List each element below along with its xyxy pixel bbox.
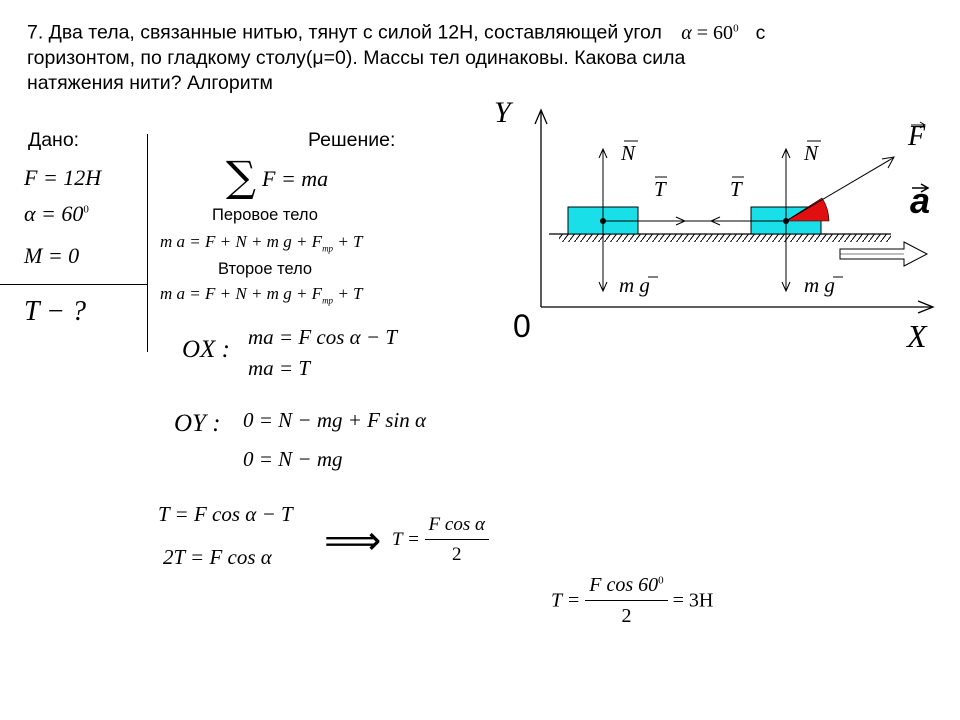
- origin-label: 0: [513, 308, 531, 344]
- oy-equation-2: 0 = N − mg: [243, 447, 343, 471]
- ox-equation-1: ma = F cos α − T: [248, 325, 398, 349]
- first-body-label: Перовое тело: [212, 206, 318, 224]
- result-denominator: 2: [452, 544, 462, 565]
- result-lhs: T =: [392, 529, 420, 550]
- given-angle-text: α = 60: [24, 201, 84, 226]
- tension-label-right: T: [730, 177, 742, 201]
- sum-symbol: ∑: [226, 152, 256, 201]
- implies-arrow: ⟹: [324, 518, 382, 564]
- eq2-main: m a = F + N + m g + F: [160, 284, 323, 303]
- given-mu: M = 0: [24, 243, 80, 268]
- second-body-label: Второе тело: [218, 260, 313, 278]
- given-header: Дано:: [28, 129, 80, 151]
- eq2-sub: тр: [322, 295, 334, 306]
- problem-line-3: натяжения нити? Алгоритм: [27, 71, 273, 94]
- table-surface: [549, 234, 891, 242]
- acceleration-arrow: [840, 242, 927, 266]
- normal-label-left: N: [621, 141, 636, 165]
- force-label: F: [908, 121, 926, 152]
- result-numerator: F cos α: [425, 514, 489, 540]
- angle-degree: 0: [733, 22, 739, 34]
- newton-law: F = ma: [262, 166, 329, 191]
- oy-label: OY :: [174, 410, 221, 437]
- given-angle-degree: 0: [83, 203, 89, 216]
- tension-equation-2: 2T = F cos α: [163, 545, 272, 569]
- final-num-text: F cos 60: [589, 574, 659, 596]
- y-axis-label: Y: [494, 96, 511, 129]
- given-force: F = 12H: [24, 165, 102, 190]
- x-axis-label: X: [907, 318, 927, 354]
- final-lhs: T =: [551, 589, 581, 612]
- eq2-end: + T: [333, 284, 363, 303]
- eq1-sub: тр: [322, 243, 334, 254]
- ox-equation-2: ma = T: [248, 356, 311, 380]
- normal-label-right: N: [804, 141, 819, 165]
- angle-value: = 60: [696, 21, 734, 44]
- applied-force-arrow: [786, 157, 894, 221]
- gravity-label-right: m g: [804, 273, 835, 297]
- y-axis: [535, 110, 547, 307]
- tension-label-left: T: [654, 177, 666, 201]
- eq1-main: m a = F + N + m g + F: [160, 232, 323, 251]
- oy-equation-1: 0 = N − mg + F sin α: [243, 408, 427, 432]
- problem-text-1-end: с: [755, 21, 766, 44]
- tension-equation-1: T = F cos α − T: [158, 502, 293, 526]
- solution-header: Решение:: [308, 129, 396, 151]
- final-num-degree: 0: [658, 574, 664, 587]
- given-find: T − ?: [24, 296, 86, 327]
- body-right: [751, 198, 829, 234]
- final-denominator: 2: [621, 605, 632, 627]
- gravity-label-left: m g: [619, 273, 650, 297]
- x-axis: [541, 301, 933, 313]
- eq1-end: + T: [333, 232, 363, 251]
- acceleration-label: a: [910, 180, 931, 221]
- angle-symbol: α: [681, 21, 692, 44]
- problem-line-2: горизонтом, по гладкому столу(μ=0). Массы тел одинаковы. Какова сила: [27, 46, 686, 69]
- problem-text-1: 7. Два тела, связанные нитью, тянут с силой 12Н, составляющей угол: [27, 21, 662, 44]
- final-rhs: = 3H: [672, 589, 714, 612]
- ox-label: OX :: [182, 336, 230, 363]
